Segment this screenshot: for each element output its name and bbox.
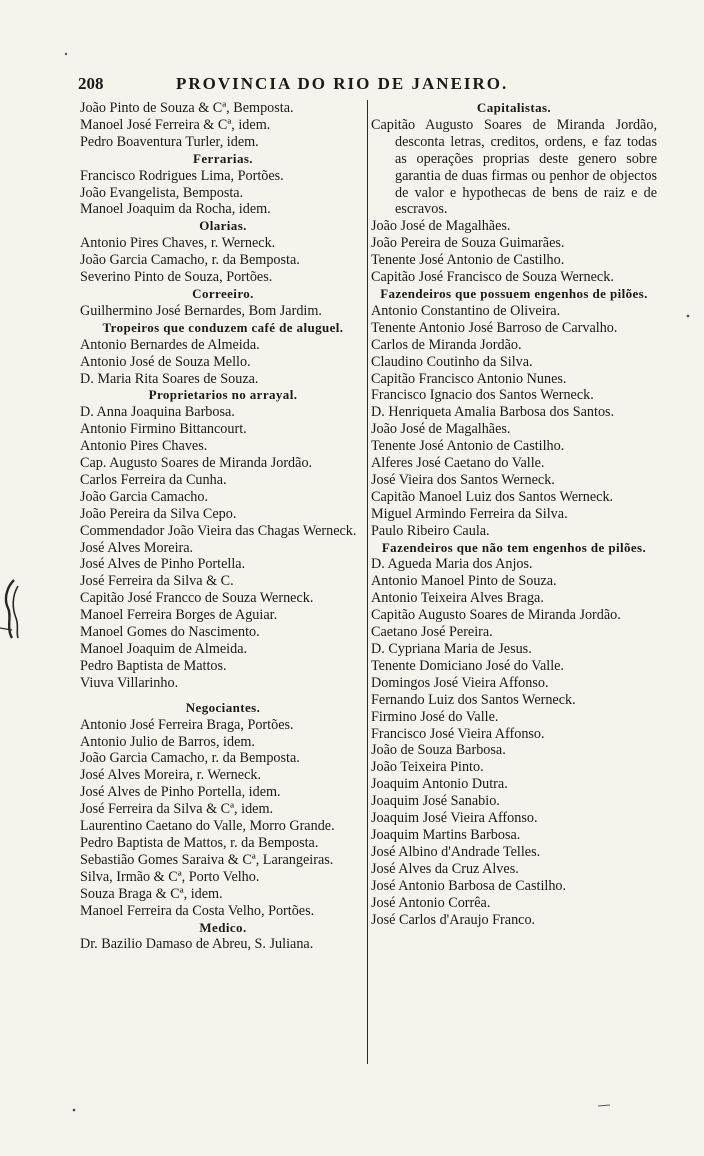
running-title: PROVINCIA DO RIO DE JANEIRO. xyxy=(176,74,509,93)
right-column xyxy=(371,100,657,928)
directory-entry: Antonio Pires Chaves. xyxy=(80,438,208,455)
directory-entry: Francisco José Vieira Affonso. xyxy=(371,725,545,742)
directory-entry: D. Agueda Maria dos Anjos. xyxy=(371,556,533,573)
section-heading: Negociantes. xyxy=(185,699,261,715)
directory-entry: Severino Pinto de Souza, Portões. xyxy=(80,269,273,286)
directory-entry: Laurentino Caetano do Valle, Morro Grande. xyxy=(80,818,335,835)
directory-entry: Carlos Ferreira da Cunha. xyxy=(80,471,227,488)
directory-entry: José Vieira dos Santos Werneck. xyxy=(371,471,555,488)
directory-entry: Tenente José Antonio de Castilho. xyxy=(371,438,565,455)
directory-entry: Manoel Joaquim da Rocha, idem. xyxy=(80,201,271,218)
directory-entry: Francisco Rodrigues Lima, Portões. xyxy=(80,167,284,184)
directory-entry: Joaquim José Sanabio. xyxy=(371,793,500,810)
directory-entry: João Pinto de Souza & Cª, Bemposta. xyxy=(80,100,294,116)
directory-entry: Antonio José Ferreira Braga, Portões. xyxy=(80,716,294,733)
directory-entry: Alferes José Caetano do Valle. xyxy=(371,455,545,472)
directory-entry: Claudino Coutinho da Silva. xyxy=(371,353,533,370)
directory-entry: Firmino José do Valle. xyxy=(371,708,499,725)
directory-entry: Pedro Boaventura Turler, idem. xyxy=(80,133,259,150)
section-heading: Fazendeiros que não tem engenhos de pilões. xyxy=(381,539,647,555)
directory-entry: Carlos de Miranda Jordão. xyxy=(371,336,522,353)
binding-mark xyxy=(0,578,22,640)
directory-entry: Antonio Firmino Bittancourt. xyxy=(80,421,247,438)
directory-entry: Domingos José Vieira Affonso. xyxy=(371,674,549,691)
directory-entry: João de Souza Barbosa. xyxy=(371,742,506,759)
directory-entry: José Albino d'Andrade Telles. xyxy=(371,843,541,860)
section-heading: Fazendeiros que possuem engenhos de pilões. xyxy=(380,285,648,301)
directory-entry: D. Henriqueta Amalia Barbosa dos Santos. xyxy=(371,404,615,421)
directory-entry: Guilhermino José Bernardes, Bom Jardim. xyxy=(80,302,322,319)
directory-entry: Cap. Augusto Soares de Miranda Jordão. xyxy=(80,455,313,472)
directory-entry: Viuva Villarinho. xyxy=(80,674,179,691)
page-number: 208 xyxy=(78,74,104,93)
directory-entry: João Garcia Camacho, r. da Bemposta. xyxy=(80,252,300,269)
directory-entry: Antonio Julio de Barros, idem. xyxy=(80,733,255,750)
directory-entry: José Antonio Corrêa. xyxy=(371,894,491,911)
directory-entry: Antonio Bernardes de Almeida. xyxy=(80,336,260,353)
directory-entry: João Teixeira Pinto. xyxy=(371,759,484,776)
directory-entry: Joaquim José Vieira Affonso. xyxy=(371,810,538,827)
directory-entry: José Ferreira da Silva & Cª, idem. xyxy=(80,801,274,818)
section-heading: Capitalistas. xyxy=(476,100,552,115)
directory-entry: Francisco Ignacio dos Santos Werneck. xyxy=(371,387,594,404)
directory-entry: João Garcia Camacho, r. da Bemposta. xyxy=(80,750,300,767)
directory-entry: João Evangelista, Bemposta. xyxy=(80,184,244,201)
directory-entry: José Alves de Pinho Portella. xyxy=(80,556,246,573)
section-heading: Tropeiros que conduzem café de aluguel. xyxy=(102,319,344,335)
directory-entry: Antonio Teixeira Alves Braga. xyxy=(371,590,544,607)
directory-entry: Paulo Ribeiro Caula. xyxy=(371,522,490,539)
directory-entry: Manoel Joaquim de Almeida. xyxy=(80,641,248,657)
directory-entry: Commendador João Vieira das Chagas Werneck. xyxy=(80,522,357,539)
directory-entry: Sebastião Gomes Saraiva & Cª, Larangeiras. xyxy=(80,851,334,868)
directory-entry: José Alves da Cruz Alves. xyxy=(371,860,519,877)
directory-entry: José Alves Moreira. xyxy=(80,539,194,556)
directory-entry: João Garcia Camacho. xyxy=(80,488,209,505)
directory-entry: Pedro Baptista de Mattos. xyxy=(80,657,227,674)
directory-entry: Dr. Bazilio Damaso de Abreu, S. Juliana. xyxy=(80,936,314,953)
directory-entry: Manoel Gomes do Nascimento. xyxy=(80,624,260,641)
directory-entry: Miguel Armindo Ferreira da Silva. xyxy=(371,505,568,522)
directory-entry: D. Anna Joaquina Barbosa. xyxy=(80,404,235,421)
directory-entry: Fernando Luiz dos Santos Werneck. xyxy=(371,691,576,708)
section-heading: Correeiro. xyxy=(192,285,254,301)
directory-entry: Capitão Francisco Antonio Nunes. xyxy=(371,370,567,387)
directory-entry: Pedro Baptista de Mattos, r. da Bemposta. xyxy=(80,834,319,851)
directory-entry: João Pereira de Souza Guimarães. xyxy=(371,235,565,252)
section-heading: Proprietarios no arrayal. xyxy=(148,387,298,403)
directory-entry: José Ferreira da Silva & C. xyxy=(80,573,234,590)
directory-entry: Antonio José de Souza Mello. xyxy=(80,353,251,370)
directory-entry: Tenente Antonio José Barroso de Carvalho. xyxy=(371,319,618,336)
directory-entry: Capitão Augusto Soares de Miranda Jordão, desconta letras, creditos, ordens, e faz todas as operações proprias deste genero sobre garantia de duas firmas ou penhor de objectos de valor e hypothecas de bens de raiz e de escravos. xyxy=(371,116,657,218)
directory-entry: Manoel José Ferreira & Cª, idem. xyxy=(80,116,271,133)
directory-entry: Silva, Irmão & Cª, Porto Velho. xyxy=(80,868,260,885)
directory-entry: João José de Magalhães. xyxy=(371,421,511,438)
directory-entry: Capitão Manoel Luiz dos Santos Werneck. xyxy=(371,488,614,505)
directory-entry: D. Maria Rita Soares de Souza. xyxy=(80,370,259,387)
directory-entry: Manoel Ferreira da Costa Velho, Portões. xyxy=(80,902,315,919)
directory-entry: Tenente José Antonio de Castilho. xyxy=(371,252,565,269)
directory-entry: Caetano José Pereira. xyxy=(371,624,493,641)
directory-entry: Antonio Pires Chaves, r. Werneck. xyxy=(80,235,276,252)
directory-entry: Joaquim Martins Barbosa. xyxy=(371,826,521,843)
directory-entry: Capitão Augusto Soares de Miranda Jordão. xyxy=(371,607,621,624)
directory-entry: Capitão José Francisco de Souza Werneck. xyxy=(371,269,614,286)
column-divider xyxy=(367,100,368,1064)
directory-entry: José Alves Moreira, r. Werneck. xyxy=(80,767,262,784)
page-header xyxy=(78,72,658,96)
left-column xyxy=(80,100,366,953)
directory-entry: Capitão José Francco de Souza Werneck. xyxy=(80,590,314,607)
directory-entry: José Carlos d'Araujo Franco. xyxy=(371,911,536,928)
directory-entry: João Pereira da Silva Cepo. xyxy=(80,505,237,522)
section-heading: Ferrarias. xyxy=(193,150,253,166)
directory-entry: Joaquim Antonio Dutra. xyxy=(371,776,508,793)
directory-entry: Souza Braga & Cª, idem. xyxy=(80,885,223,902)
directory-entry: Manoel Ferreira Borges de Aguiar. xyxy=(80,607,278,624)
section-heading: Olarias. xyxy=(199,218,247,234)
directory-entry: D. Cypriana Maria de Jesus. xyxy=(371,641,532,657)
directory-entry: José Antonio Barbosa de Castilho. xyxy=(371,877,567,894)
directory-entry: João José de Magalhães. xyxy=(371,218,511,235)
directory-entry: Antonio Constantino de Oliveira. xyxy=(371,302,561,319)
section-heading: Medico. xyxy=(199,919,247,935)
directory-entry: Tenente Domiciano José do Valle. xyxy=(371,657,564,674)
directory-entry: José Alves de Pinho Portella, idem. xyxy=(80,784,281,801)
directory-entry: Antonio Manoel Pinto de Souza. xyxy=(371,573,557,590)
